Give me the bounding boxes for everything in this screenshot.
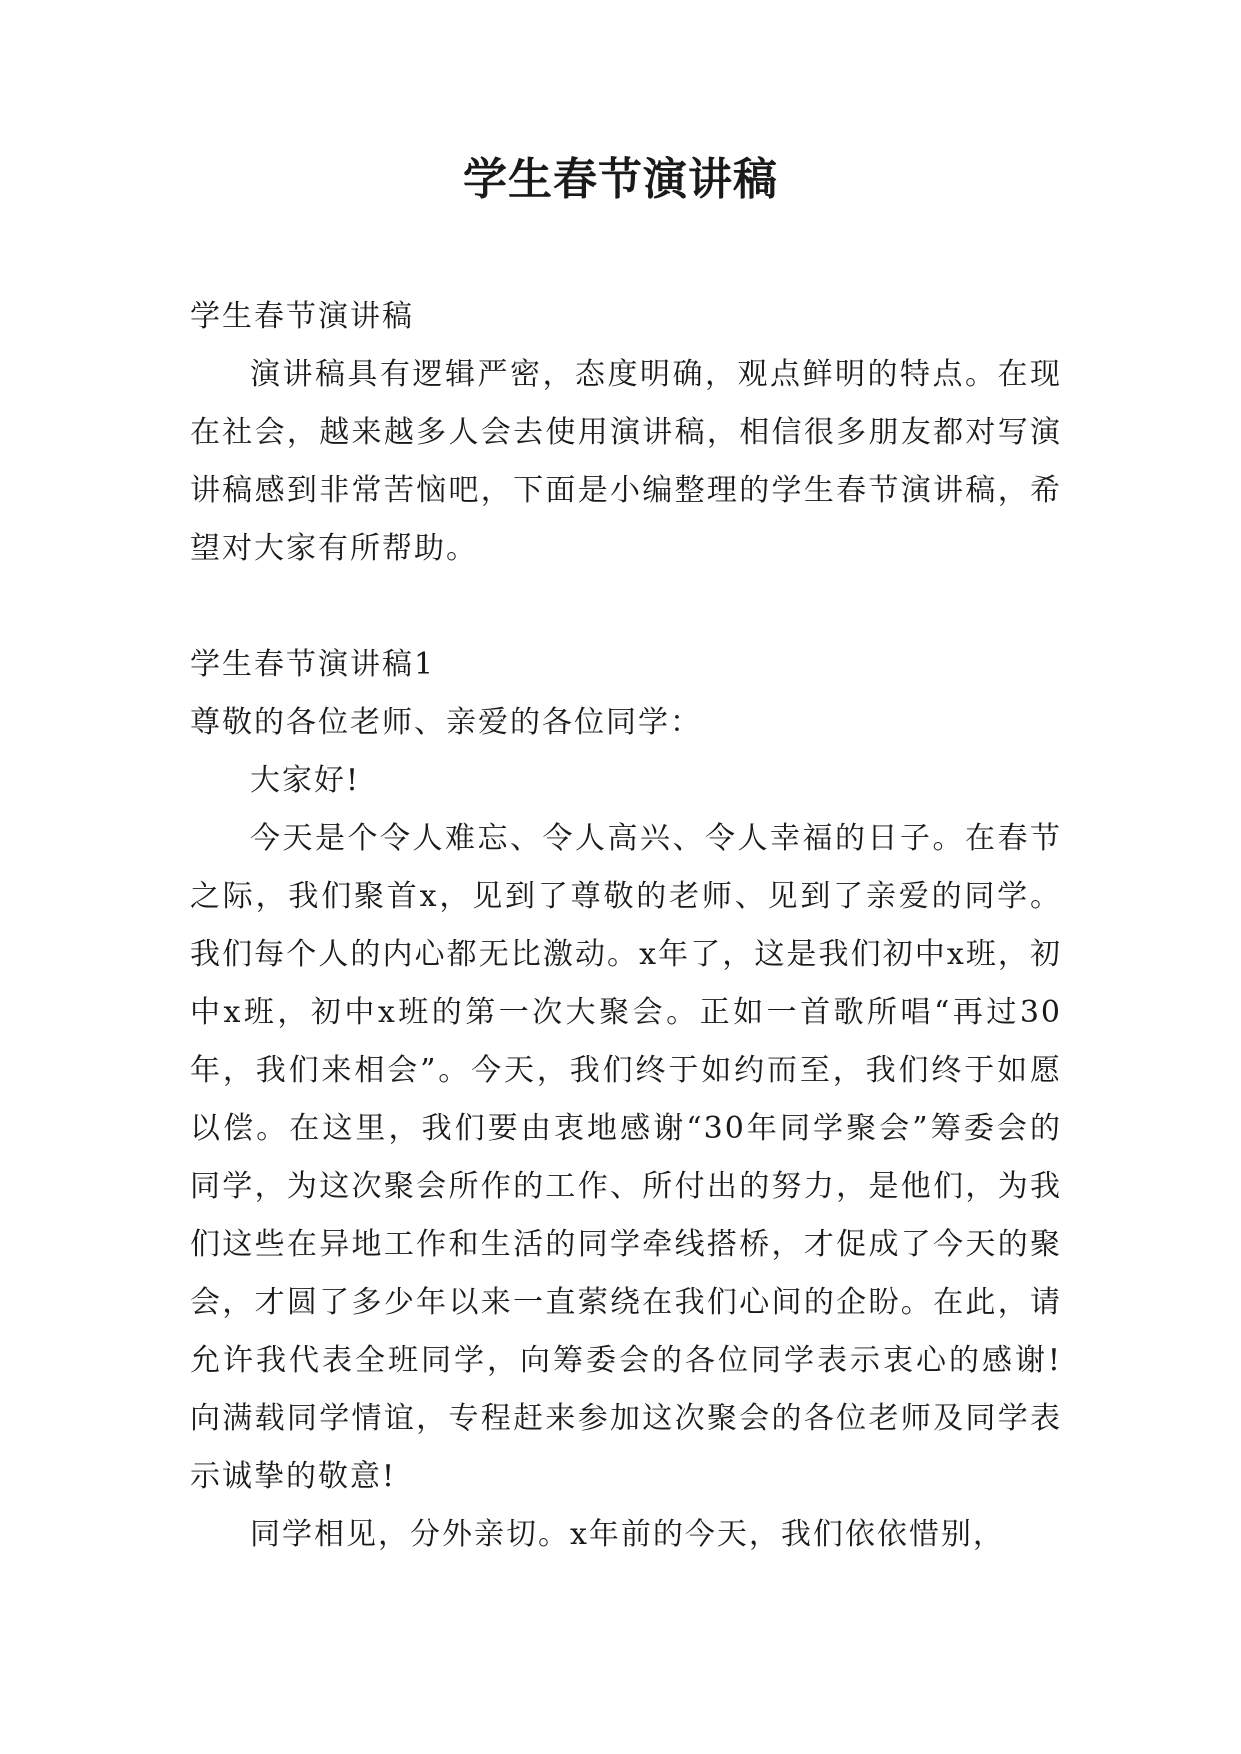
section-heading: 学生春节演讲稿1 (190, 647, 436, 682)
intro-paragraph: 演讲稿具有逻辑严密，态度明确，观点鲜明的特点。在现在社会，越来越多人会去使用演讲稿，相信很多朋友都对写演讲稿感到非常苦恼吧，下面是小编整理的学生春节演讲稿，希望对大家有所帮助。 (190, 357, 1062, 566)
salutation: 尊敬的各位老师、亲爱的各位同学： (190, 705, 702, 740)
document-title: 学生春节演讲稿 (463, 154, 778, 205)
body-paragraph-1: 今天是个令人难忘、令人高兴、令人幸福的日子。在春节之际，我们聚首x，见到了尊敬的老师、见到了亲爱的同学。我们每个人的内心都无比激动。x年了，这是我们初中x班，初中x班，初中x班的第一次大聚会。正如一首歌所唱“再过30年，我们来相会”。今天，我们终于如约而至，我们终于如愿以偿。在这里，我们要由衷地感谢“30年同学聚会”筹委会的同学，为这次聚会所作的工作、所付出的努力，是他们，为我们这些在异地工作和生活的同学牵线搭桥，才促成了今天的聚会，才圆了多少年以来一直萦绕在我们心间的企盼。在此，请允许我代表全班同学，向筹委会的各位同学表示衷心的感谢!向满载同学情谊，专程赶来参加这次聚会的各位老师及同学表示诚挚的敬意! (190, 821, 1062, 1494)
greeting: 大家好! (250, 763, 361, 798)
body-paragraph-2: 同学相见，分外亲切。x年前的今天，我们依依惜别， (250, 1517, 1005, 1552)
document-subtitle: 学生春节演讲稿 (190, 299, 414, 334)
